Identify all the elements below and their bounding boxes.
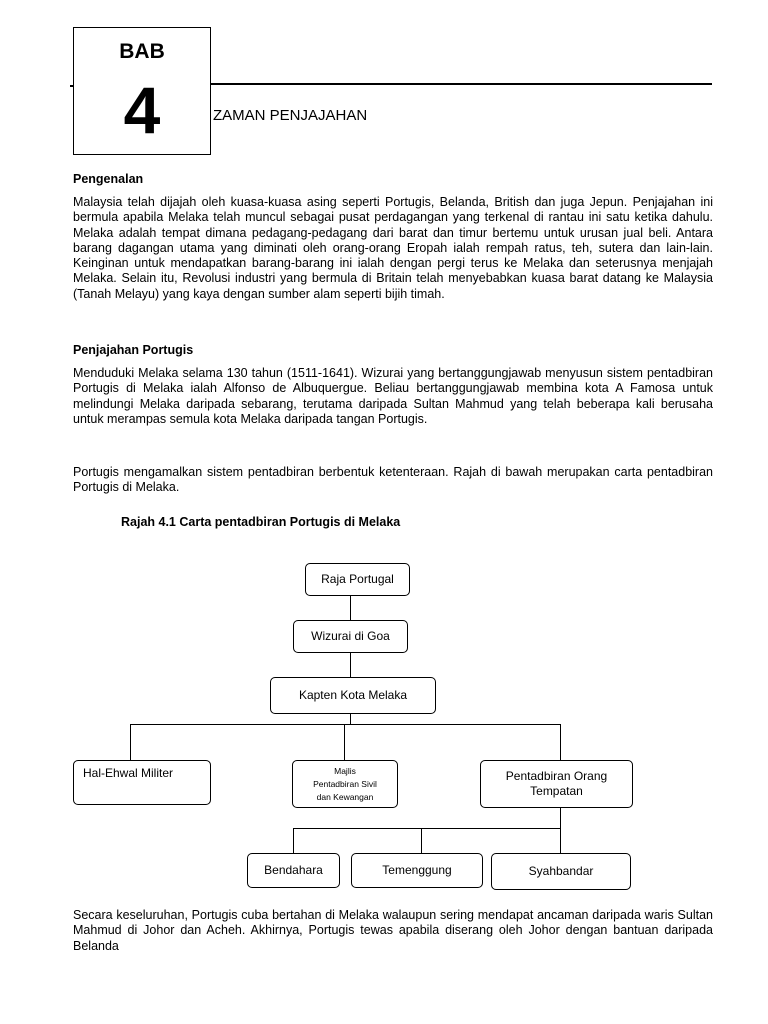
node-militer-label: Hal-Ehwal Militer	[83, 766, 174, 780]
chapter-number: 4	[123, 73, 161, 147]
node-majlis-pentadbiran	[292, 760, 398, 808]
paragraph-conclusion: Secara keseluruhan, Portugis cuba bertahan di Melaka walaupun sering mendapat ancaman daripada waris Sultan Mahmud di Johor dan Acheh. Akhirnya, Portugis tewas apabila diserang oleh Johor dengan bantuan daripada Belanda	[73, 908, 713, 953]
node-temenggung-label: Temenggung	[382, 863, 452, 877]
node-majlis-line3: dan Kewangan	[316, 791, 374, 802]
node-syahbandar	[491, 853, 631, 890]
node-bendahara	[247, 853, 340, 888]
figure-caption: Rajah 4.1 Carta pentadbiran Portugis di Melaka	[121, 515, 401, 529]
section-heading-pengenalan: Pengenalan	[73, 172, 144, 186]
chapter-title: ZAMAN PENJAJAHAN	[213, 107, 368, 124]
node-majlis-line1: Majlis	[334, 765, 356, 776]
node-kapten-kota-melaka	[270, 677, 436, 714]
chapter-label: BAB	[119, 40, 165, 63]
paragraph-portugis-1: Menduduki Melaka selama 130 tahun (1511-1641). Wizurai yang bertanggungjawab menyusun sistem pentadbiran Portugis di Melaka ialah Alfonso de Albuquergue. Beliau bertanggungjawab membina kota A Famosa untuk melindungi Melaka daripada sebarang, terutama daripada Sultan Mahmud yang telah beberapa kali berusaha untuk merampas semula kota Melaka daripada tangan Portugis.	[73, 366, 713, 426]
node-bendahara-label: Bendahara	[264, 863, 323, 877]
node-hal-ehwal-militer	[73, 760, 211, 805]
node-wizurai-di-goa	[293, 620, 408, 653]
node-orang-line2: Tempatan	[530, 784, 583, 798]
node-syahbandar-label: Syahbandar	[528, 864, 594, 878]
node-temenggung	[351, 853, 483, 888]
node-raja-portugal-label: Raja Portugal	[321, 572, 394, 586]
node-pentadbiran-orang-tempatan	[480, 760, 633, 808]
node-wizurai-label: Wizurai di Goa	[311, 629, 390, 643]
node-kapten-label: Kapten Kota Melaka	[298, 688, 408, 702]
paragraph-pengenalan: Malaysia telah dijajah oleh kuasa-kuasa asing seperti Portugis, Belanda, British dan juga Jepun. Penjajahan ini bermula apabila Melaka telah muncul sebagai pusat perdagangan yang terkenal di rantau ini satu ketika dahulu. Melaka adalah tempat dimana pedagang-pedagang dari barat dan timur bertemu untuk urusan jual beli. Antara barang dagangan utama yang diminati oleh orang-orang Eropah ialah rempah ratus, teh, sutera dan lain-lain. Keinginan untuk mendapatkan barang-barang ini ialah dengan pergi terus ke Melaka dan seterusnya menjajah Melaka. Selain itu, Revolusi industri yang bermula di Britain telah menyebabkan kuasa barat datang ke Malaysia (Tanah Melayu) yang kaya dengan sumber alam seperti bijih timah.	[73, 195, 713, 301]
node-orang-line1: Pentadbiran Orang	[505, 769, 608, 783]
node-majlis-line2: Pentadbiran Sivil	[313, 778, 377, 789]
paragraph-portugis-2: Portugis mengamalkan sistem pentadbiran berbentuk ketenteraan. Rajah di bawah merupakan carta pentadbiran Portugis di Melaka.	[73, 465, 713, 495]
node-raja-portugal	[305, 563, 410, 596]
section-heading-portugis: Penjajahan Portugis	[73, 343, 194, 357]
